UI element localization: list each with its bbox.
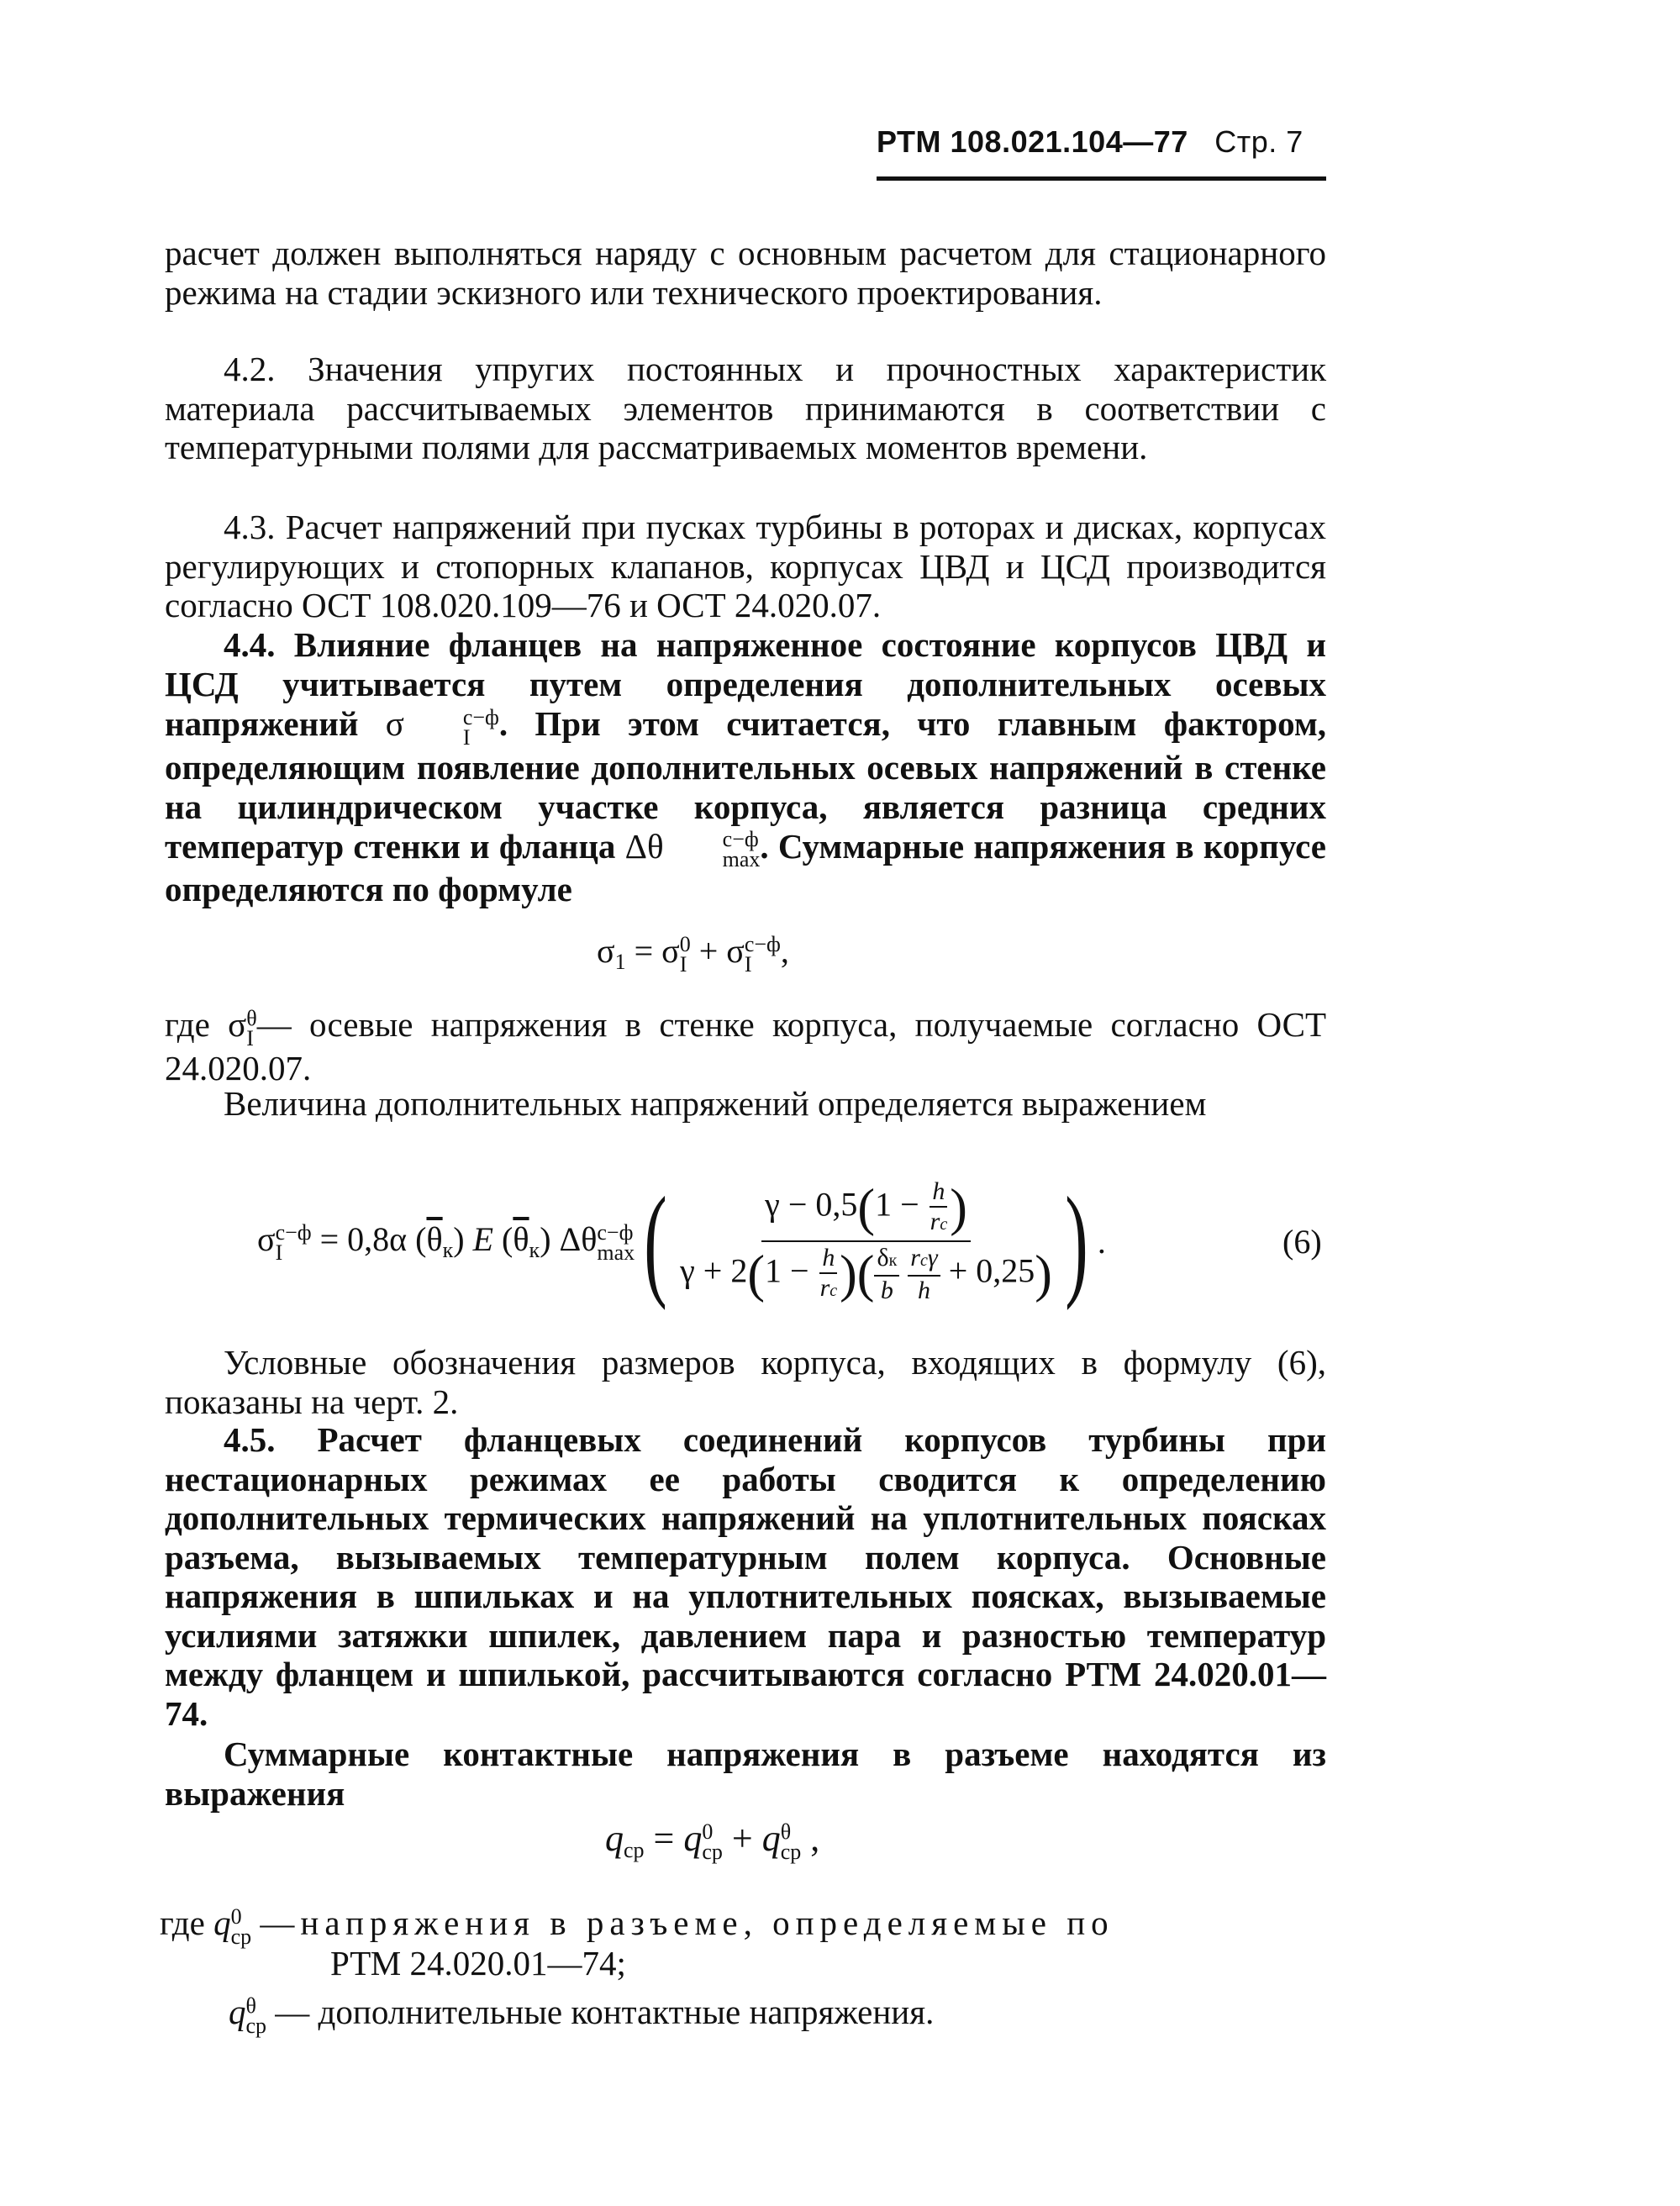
where-sigma-theta-text: — осевые напряжения в стенке корпуса, получаемые согласно ОСТ 24.020.07. — [165, 1005, 1327, 1087]
paragraph-magnitude: Величина дополнительных напряжений определяется выражением — [224, 1084, 1207, 1123]
paragraph-notation: Условные обозначения размеров корпуса, входящих в формулу (6), показаны на черт. 2. — [165, 1343, 1326, 1421]
equation-number-6: (6) — [1282, 1223, 1322, 1261]
paragraph-intro: расчет должен выполняться наряду с основным расчетом для стационарного режима на стадии эскизного или технического проектирования. — [165, 234, 1326, 312]
paragraph-contact: Суммарные контактные напряжения в разъеме находятся из выражения — [165, 1735, 1326, 1813]
paragraph-where-q0: где q 0 ср —напряжения в разъеме, определяемые по — [160, 1903, 1114, 1949]
where-q0-reference: РТМ 24.020.01—74; — [330, 1944, 626, 1982]
paragraph-where-q-theta: q θ ср — дополнительные контактные напряжения. — [229, 1993, 935, 2038]
where-q0-text: —напряжения в разъеме, определяемые по — [260, 1903, 1114, 1942]
paragraph-where-sigma-theta: где σ θ I — осевые напряжения в стенке корпуса, получаемые согласно ОСТ 24.020.07. — [165, 1005, 1327, 1087]
document-number: РТМ 108.021.104—77 — [877, 124, 1188, 159]
sigma-c-f-symbol: σ с−ф I — [385, 704, 499, 750]
where-label-2: где — [160, 1903, 205, 1942]
paragraph-4-4-part-2: . При этом считается, что главным фактором, определяющим появление дополнительных осевых напряжений в стенке на цилиндрическом участке корпуса, является разница средних температур стенки и фланца — [165, 704, 1326, 866]
running-header — [877, 124, 1326, 160]
paragraph-4-3: 4.3. Расчет напряжений при пусках турбины в роторах и дисках, корпусах регулирующих и стопорных клапанов, корпусах ЦВД и ЦСД производится согласно ОСТ 108.020.109—76 и ОСТ 24.020.07. — [165, 508, 1326, 624]
formula-sigma-sum: $\sigma_1 = \sigma$ 0 I + σ с−ф I , — [597, 931, 789, 977]
formula-q-sum: qср = q 0 ср + q θ ср , — [605, 1818, 820, 1864]
formula-6: σ с−ф I = 0,8α $(\overline{\theta}_к)$ E $(\overline{\theta}_к)$ Δθ с−ф max ( γ − 0,5(1 − $\frac{h}{rc}$ ) γ + 2(1 − $\frac{h}{rc}$ )( $\frac{\delta к}{b}$ $\frac{\text{rcγ}}{h}$ + 0,25) ) . — [257, 1171, 1106, 1311]
where-label-1: где — [165, 1005, 210, 1044]
paragraph-4-4 — [165, 625, 1326, 909]
paragraph-4-2: 4.2. Значения упругих постоянных и прочностных характеристик материала рассчитываемых элементов принимаются в соответствии с температурными полями для рассматриваемых моментов времени. — [165, 350, 1326, 466]
paragraph-4-4-part-1: 4.4. Влияние фланцев на напряженное состояние корпусов ЦВД и ЦСД учитывается путем определения дополнительных осевых напряжений — [165, 625, 1326, 743]
page-number: Стр. 7 — [1214, 124, 1303, 159]
delta-theta-symbol: Δθ с−ф max — [624, 826, 761, 872]
where-q-theta-text: — дополнительные контактные напряжения. — [275, 1993, 935, 2031]
paragraph-4-5: 4.5. Расчет фланцевых соединений корпусов турбины при нестационарных режимах ее работы сводится к определению дополнительных термических напряжений на уплотнительных поясках разъема, вызываемых температурным полем корпуса. Основные напряжения в шпильках и на уплотнительных поясках, вызываемые усилиями затяжки шпилек, давлением пара и разностью температур между фланцем и шпилькой, рассчитываются согласно РТМ 24.020.01—74. — [165, 1420, 1326, 1733]
header-rule — [877, 176, 1326, 181]
paragraph-4-4-part-3: . Суммарные напряжения в корпусе определяются по формуле — [165, 826, 1326, 909]
